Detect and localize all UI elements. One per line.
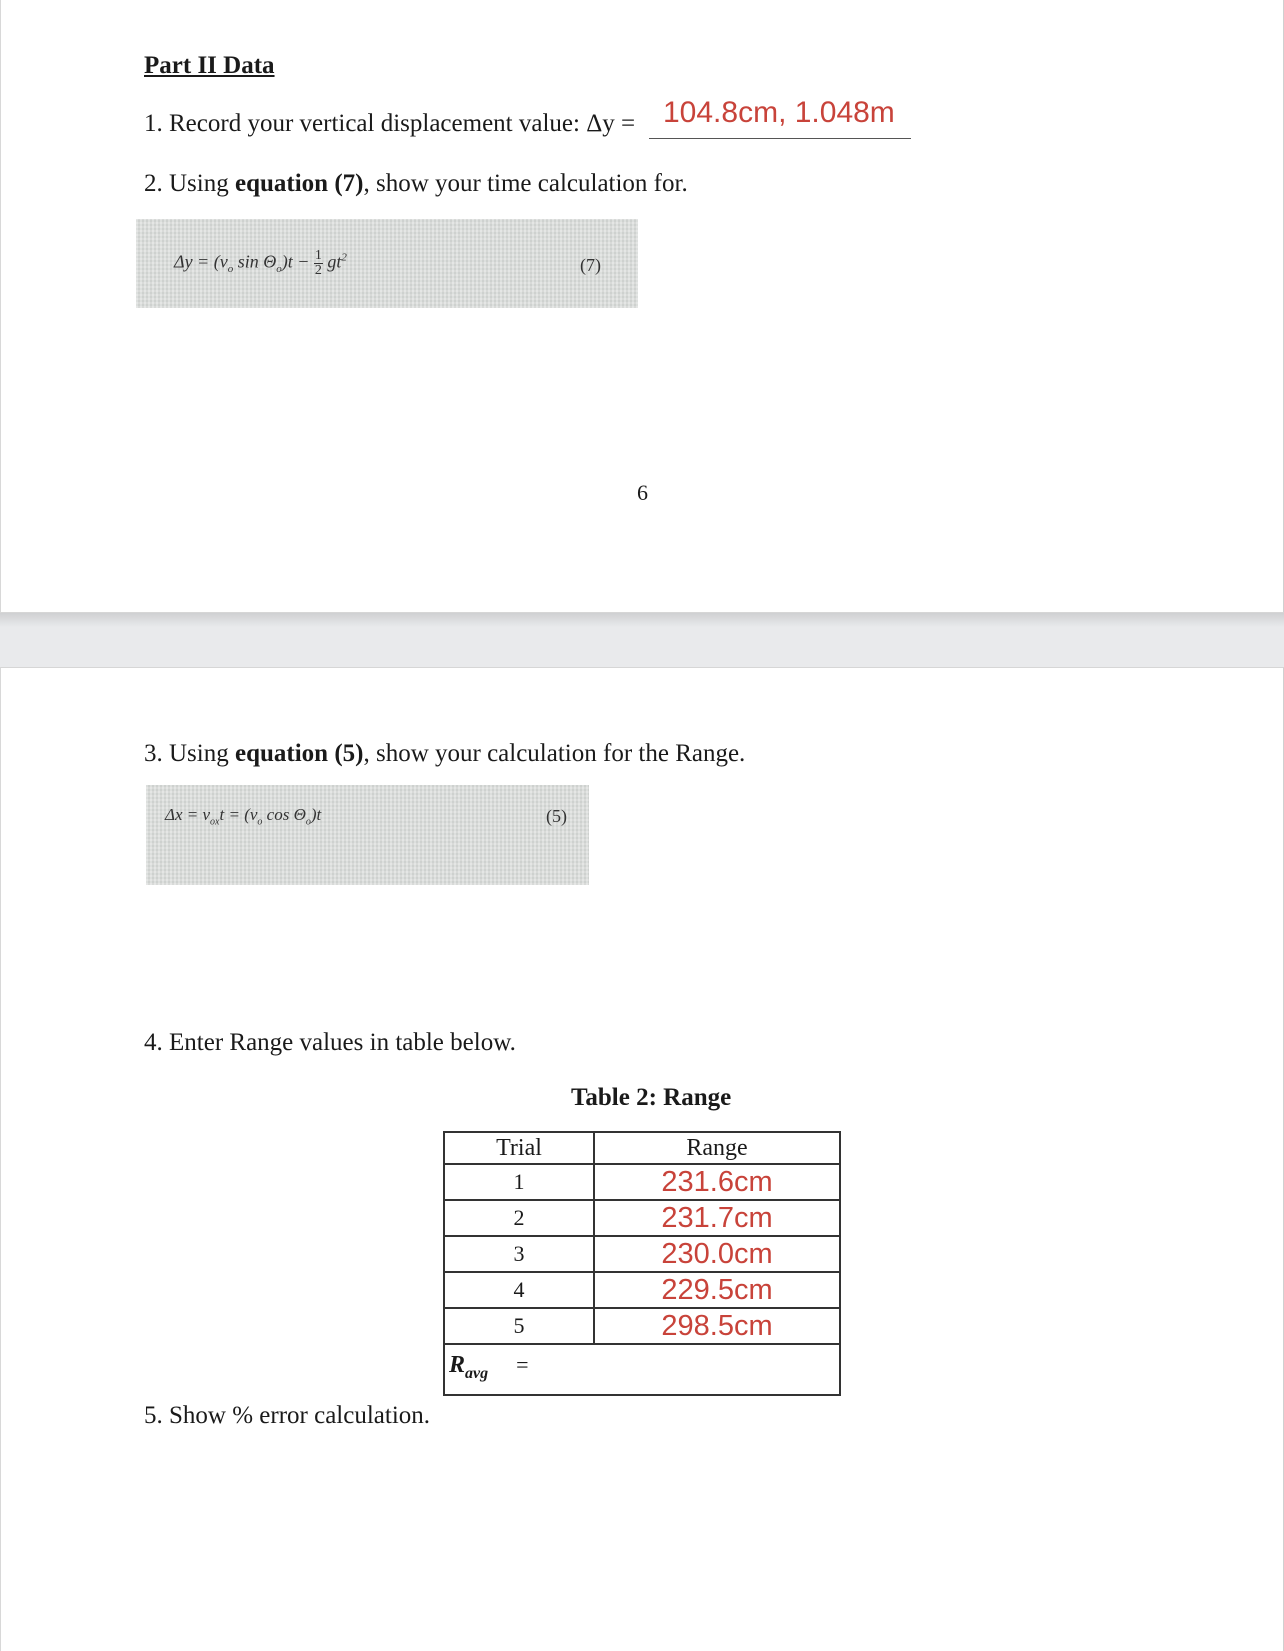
displacement-answer: 104.8cm, 1.048m [663,96,895,129]
trial-cell: 3 [444,1236,594,1272]
question-5: 5. Show % error calculation. [144,1402,431,1429]
equation-7: $\Delta y = (v_o$ $\sin \Theta_o)t$ − $\frac{1}{2}$ $gt^2$ [174,248,347,278]
equation-5: $\Delta x = v_{ox}t = (v_o$ $\cos \Theta_o)t$ [165,805,322,828]
range-table [443,1131,841,1396]
r-avg-label: $R_{avg}$ [449,1352,489,1382]
table-row [444,1200,840,1236]
equation-7-image [136,219,638,308]
header-range: Range [594,1132,840,1164]
question-1: 1. Record your vertical displacement value: Δy = [144,110,636,137]
table-title: Table 2: Range [571,1084,732,1111]
equation-5-number: (5) [546,806,567,826]
one-half-fraction: $\frac{1}{2}$ [314,248,322,278]
table-header-row [444,1132,840,1164]
section-heading: Part II Data [144,52,275,79]
question-4: 4. Enter Range values in table below. [144,1029,516,1056]
table-row [444,1236,840,1272]
page-gap [0,613,1284,667]
document-page-1 [0,0,1284,613]
answer-underline [649,138,911,139]
trial-cell: 4 [444,1272,594,1308]
range-cell: 298.5cm [594,1308,840,1344]
average-row [444,1344,840,1395]
trial-cell: 2 [444,1200,594,1236]
range-cell: 231.6cm [594,1164,840,1200]
table-row [444,1308,840,1344]
range-cell: 229.5cm [594,1272,840,1308]
equals-sign: = [516,1352,529,1378]
equation-7-number: (7) [580,255,601,275]
table-row [444,1272,840,1308]
equation-5-image [146,785,589,885]
trial-cell: 1 [444,1164,594,1200]
question-3: 3. Using equation (5), show your calculation for the Range. [144,740,746,767]
range-cell: 230.0cm [594,1236,840,1272]
page-number: 6 [637,480,648,505]
trial-cell: 5 [444,1308,594,1344]
table-row [444,1164,840,1200]
header-trial: Trial [444,1132,594,1164]
range-cell: 231.7cm [594,1200,840,1236]
average-cell [444,1344,840,1395]
question-2: 2. Using equation (7), show your time calculation for. [144,170,688,197]
